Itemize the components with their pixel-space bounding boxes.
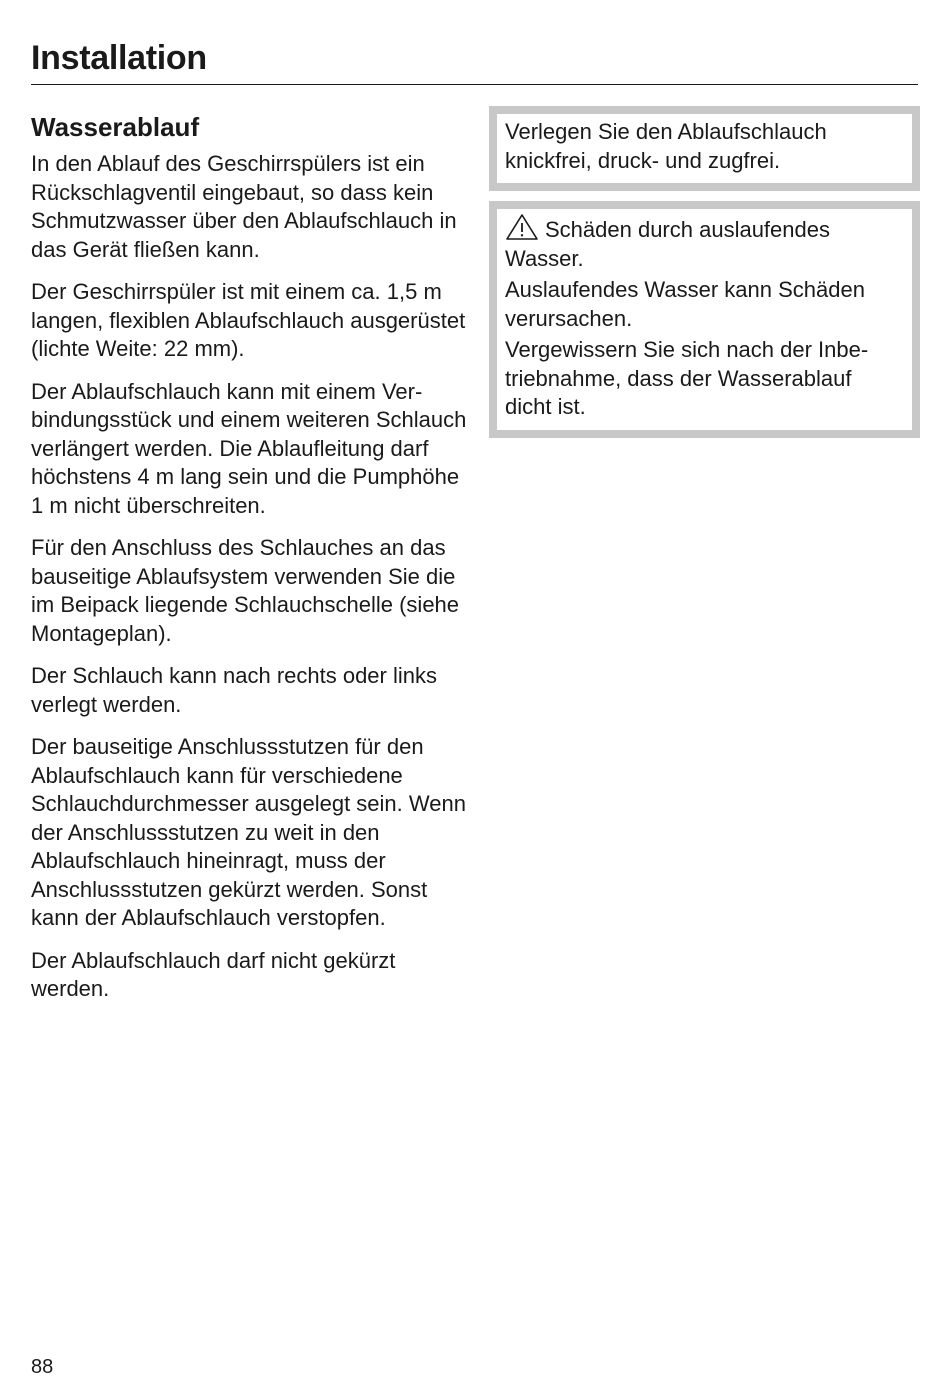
left-column <box>31 110 471 1018</box>
title-divider <box>31 84 918 85</box>
note-box <box>489 106 920 191</box>
warning-line-check: Vergewissern Sie sich nach der Inbetriebnahme, dass der Wasserablauf dicht ist. <box>505 337 869 419</box>
page-title: Installation <box>31 39 207 77</box>
paragraph-check-valve: In den Ablauf des Geschirrspülers ist ein Rückschlagventil eingebaut, so dass kein Schmutzwasser über den Ablaufschlauch in das Gerät fließen kann. <box>31 151 457 262</box>
paragraph-hose-length: Der Geschirrspüler ist mit einem ca. 1,5 m langen, flexiblen Ablaufschlauch ausgerüstet (lichte Weite: 22 mm). <box>31 279 466 361</box>
warning-box <box>489 201 920 438</box>
right-column <box>489 106 920 438</box>
section-title: Wasserablauf <box>31 112 200 142</box>
paragraph-connector: Der bauseitige Anschlussstutzen für den Ablaufschlauch kann für verschiedene Schlauchdurchmesser ausgelegt sein. Wenn der Anschlussstutzen zu weit in den Ablaufschlauch hineinragt, muss der Anschlussstutzen gekürzt werden. Sonst kann der Ablaufschlauch verstopfen. <box>31 734 466 930</box>
warning-title <box>505 213 900 273</box>
note-text: Verlegen Sie den Ablaufschlauch knickfrei, druck- und zugfrei. <box>505 119 827 173</box>
paragraph-routing: Der Schlauch kann nach rechts oder links verlegt werden. <box>31 663 437 717</box>
paragraph-hose-clamp: Für den Anschluss des Schlauches an das bauseitige Ablaufsystem verwenden Sie die im Beipack liegende Schlauchschelle (siehe Montageplan). <box>31 535 460 646</box>
warning-line-damage: Auslaufendes Wasser kann Schäden verursachen. <box>505 277 865 331</box>
paragraph-no-shortening: Der Ablaufschlauch darf nicht gekürzt werden. <box>31 947 396 1001</box>
page-number: 88 <box>31 1356 54 1378</box>
warning-title-text: Schäden durch auslaufendes Wasser. <box>505 217 830 271</box>
paragraph-extension: Der Ablaufschlauch kann mit einem Verbindungsstück und einem weiteren Schlauch verlängert werden. Die Ablaufleitung darf höchstens 4 m lang sein und die Pumphöhe 1 m nicht überschreiten. <box>31 378 467 518</box>
warning-triangle-icon <box>505 213 539 241</box>
